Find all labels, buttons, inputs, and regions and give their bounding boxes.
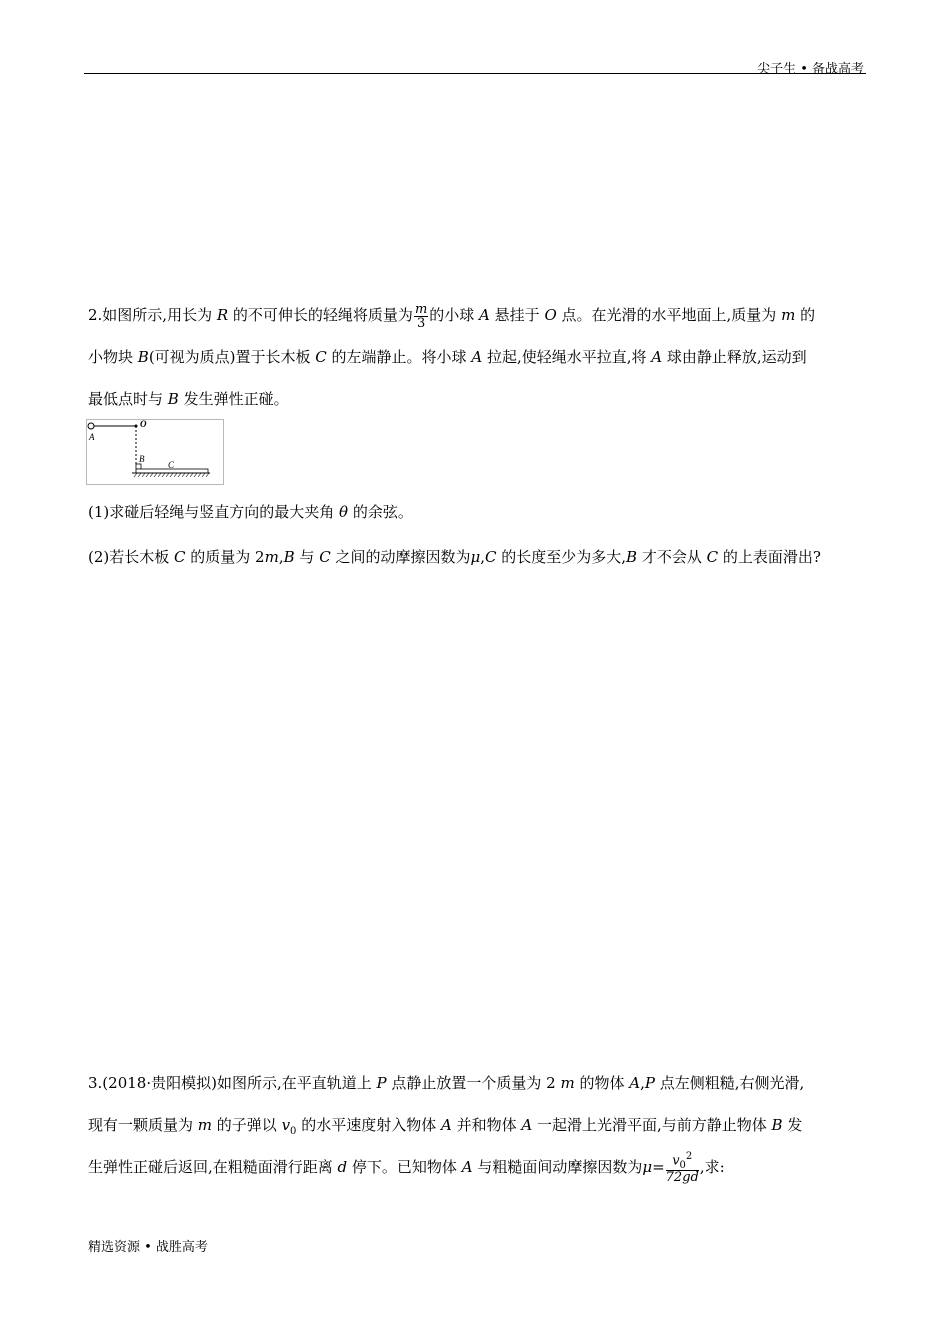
- var-B: B: [167, 390, 179, 408]
- q2-sub-2: [88, 546, 821, 567]
- q3-line-3: [88, 1146, 868, 1188]
- q3-text: 与粗糙面间动摩擦因数为: [472, 1158, 643, 1176]
- q2-text: 的左端静止。将小球: [326, 348, 472, 366]
- physics-figure: [86, 419, 224, 485]
- q3-text: 的子弹以: [212, 1116, 282, 1134]
- q2-text: 点。在光滑的水平地面上,质量为: [556, 306, 782, 324]
- fraction-denominator: 72gd: [665, 1170, 699, 1186]
- q2-sub2-text: ,: [278, 548, 284, 566]
- var-A: A: [440, 1116, 452, 1134]
- fraction-numerator: m: [414, 301, 428, 317]
- subscript-0: 0: [290, 1126, 297, 1137]
- var-theta: θ: [339, 503, 349, 521]
- q2-sub1-text: (1)求碰后轻绳与竖直方向的最大夹角: [88, 503, 340, 521]
- fraction-v0sq-over-72gd: [666, 1152, 699, 1185]
- var-C: C: [319, 548, 331, 566]
- subscript-0: 0: [679, 1159, 686, 1171]
- q2-text: 拉起,使轻绳水平拉直,将: [482, 348, 652, 366]
- label-O: O: [140, 419, 147, 429]
- var-A: A: [629, 1074, 641, 1092]
- var-B: B: [771, 1116, 783, 1134]
- mu-equals: μ=: [642, 1158, 665, 1176]
- q3-line-2: [88, 1104, 868, 1146]
- var-C: C: [485, 548, 497, 566]
- q2-sub2-text: (2)若长木板: [88, 548, 175, 566]
- q3-text: 点静止放置一个质量为 2: [386, 1074, 561, 1092]
- q3-text: ,求:: [699, 1158, 725, 1176]
- label-B: B: [139, 454, 145, 464]
- figure-frame: [87, 420, 224, 485]
- var-P: P: [376, 1074, 387, 1092]
- var-B: B: [626, 548, 638, 566]
- superscript-2: 2: [685, 1150, 693, 1162]
- q2-sub2-text: 的质量为 2: [185, 548, 265, 566]
- q2-text: 2.如图所示,用长为: [88, 306, 217, 324]
- var-C: C: [706, 548, 719, 566]
- q2-line-1: [88, 294, 868, 336]
- var-m: m: [781, 306, 796, 324]
- var-v: v: [281, 1116, 291, 1134]
- q3-text: ,: [640, 1074, 645, 1092]
- var-B: B: [137, 348, 149, 366]
- var-A: A: [651, 348, 663, 366]
- var-m: m: [197, 1116, 213, 1134]
- ground-hatching: [134, 473, 209, 477]
- q2-text: 悬挂于: [489, 306, 545, 324]
- var-P: P: [644, 1074, 655, 1092]
- q2-line-2: [88, 336, 868, 378]
- var-d: d: [337, 1158, 348, 1176]
- q2-text: 发生弹性正碰。: [178, 390, 289, 408]
- q2-text: 球由静止释放,运动到: [662, 348, 807, 366]
- q3-text: 的物体: [574, 1074, 630, 1092]
- var-A: A: [479, 306, 490, 324]
- page-footer: 精选资源 • 战胜高考: [88, 1240, 208, 1255]
- var-m: m: [264, 548, 279, 566]
- q3-text: 一起滑上光滑平面,与前方静止物体: [532, 1116, 772, 1134]
- var-v: v: [672, 1152, 680, 1168]
- q2-text: 的: [795, 306, 816, 324]
- q3-text: 并和物体: [451, 1116, 522, 1134]
- q2-sub2-text: 才不会从: [637, 548, 707, 566]
- ball-A: [88, 423, 94, 429]
- block-B: [136, 464, 141, 469]
- q3-text: 的水平速度射入物体: [296, 1116, 441, 1134]
- label-C: C: [168, 460, 175, 470]
- var-A: A: [461, 1158, 473, 1176]
- q3-text: 点左侧粗糙,右侧光滑,: [654, 1074, 805, 1092]
- fraction-m-over-3: [414, 303, 428, 330]
- q3-text: 停下。已知物体: [347, 1158, 462, 1176]
- fraction-denominator: 3: [416, 315, 426, 331]
- question-3: [88, 1062, 868, 1188]
- label-A: A: [89, 432, 95, 442]
- q3-text: 3.(2018·贵阳模拟)如图所示,在平直轨道上: [88, 1074, 377, 1092]
- header-rule: [84, 73, 866, 74]
- q2-sub-1: [88, 501, 413, 522]
- var-m: m: [560, 1074, 575, 1092]
- q2-text: 的小球: [429, 306, 480, 324]
- fraction-numerator: [666, 1152, 699, 1172]
- var-B: B: [283, 548, 295, 566]
- var-A: A: [521, 1116, 533, 1134]
- q2-text: (可视为质点)置于长木板: [148, 348, 316, 366]
- var-R: R: [216, 306, 229, 324]
- q2-sub2-text: 与: [294, 548, 320, 566]
- var-C: C: [315, 348, 327, 366]
- q2-sub1-text: 的余弦。: [348, 503, 413, 521]
- q2-text: 的不可伸长的轻绳将质量为: [228, 306, 413, 324]
- question-2: [88, 294, 868, 420]
- var-A: A: [471, 348, 483, 366]
- pivot-O: [135, 425, 138, 428]
- q3-text: 生弹性正碰后返回,在粗糙面滑行距离: [88, 1158, 338, 1176]
- page-header: 尖子生 • 备战高考: [757, 62, 864, 77]
- q2-text: 小物块: [88, 348, 138, 366]
- q2-sub2-text: 的长度至少为多大,: [496, 548, 627, 566]
- q2-sub2-text: 的上表面滑出?: [718, 548, 821, 566]
- q3-text: 现有一颗质量为: [88, 1116, 198, 1134]
- q2-line-3: [88, 378, 868, 420]
- q3-line-1: [88, 1062, 868, 1104]
- q3-text: 发: [782, 1116, 803, 1134]
- q2-sub2-text: 之间的动摩擦因数为: [330, 548, 471, 566]
- var-mu: μ: [470, 548, 481, 566]
- var-O: O: [544, 306, 557, 324]
- var-C: C: [174, 548, 186, 566]
- q2-sub2-text: ,: [480, 548, 485, 566]
- q2-text: 最低点时与: [88, 390, 168, 408]
